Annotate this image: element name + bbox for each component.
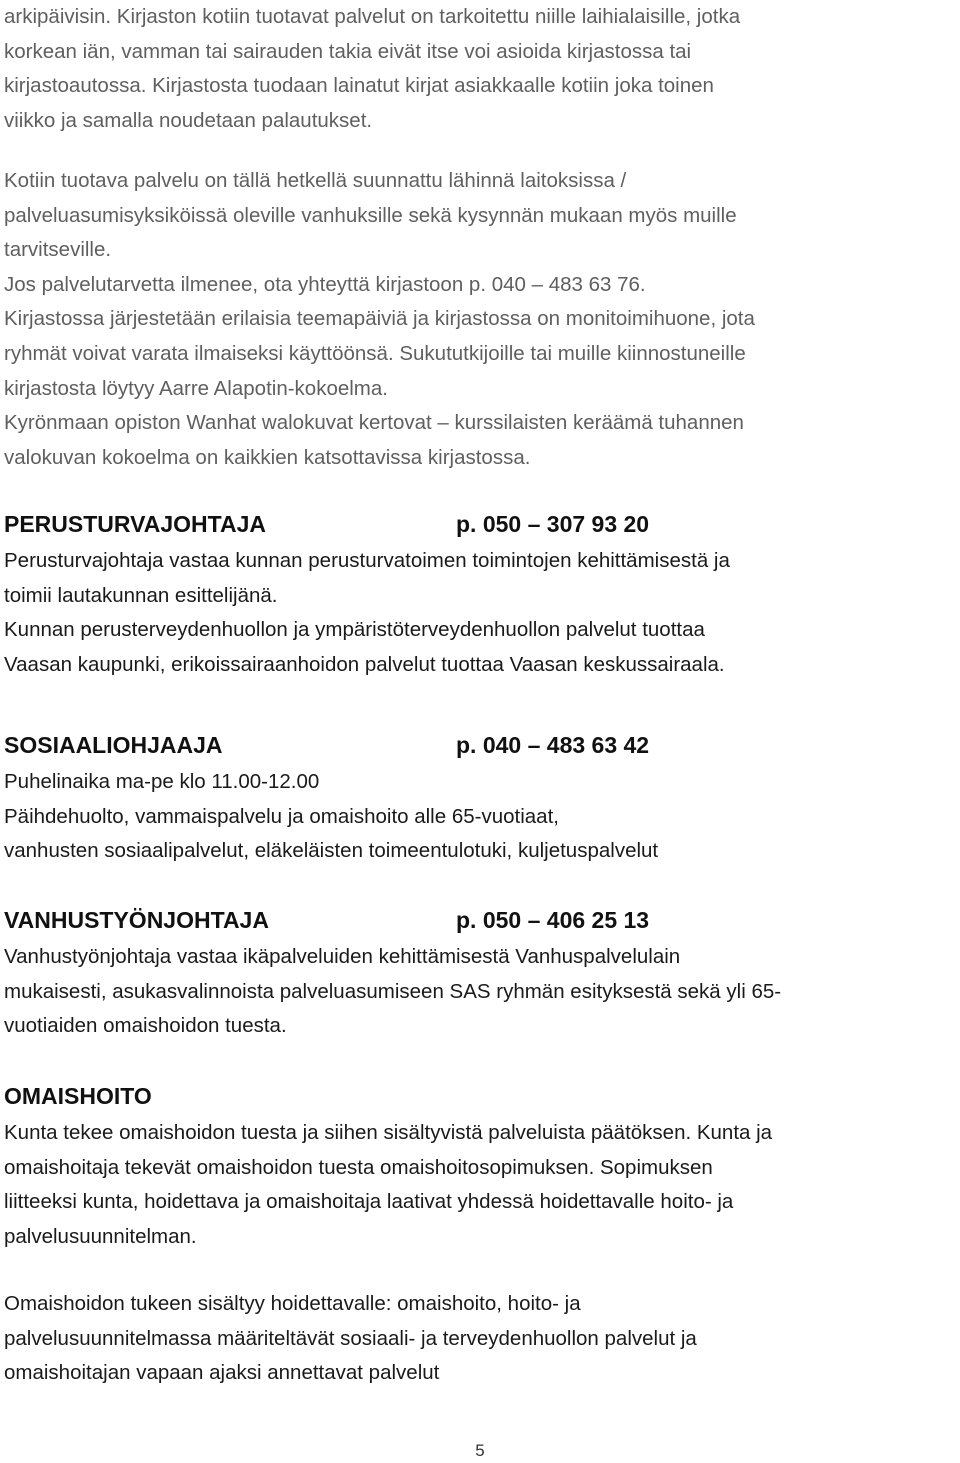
text-line: mukaisesti, asukasvalinnoista palveluasumiseen SAS ryhmän esityksestä sekä yli 65- (4, 979, 782, 1003)
text-line: arkipäivisin. Kirjaston kotiin tuotavat palvelut on tarkoitettu niille laihialaisille, jotka (4, 5, 741, 28)
section-heading (4, 900, 956, 940)
library-paragraph (4, 0, 956, 138)
text-line: Kotiin tuotava palvelu on tällä hetkellä suunnattu lähinnä laitoksissa / (4, 169, 627, 192)
text-line: Vanhustyönjohtaja vastaa ikäpalveluiden kehittämisestä Vanhuspalvelulain (4, 945, 681, 968)
section-perusturvajohtaja (4, 504, 956, 682)
text-line: omaishoitaja tekevät omaishoidon tuesta omaishoitosopimuksen. Sopimuksen (4, 1155, 713, 1179)
text-line: tarvitseville. (4, 238, 112, 262)
section-heading (4, 504, 956, 544)
text-line: Päihdehuolto, vammaispalvelu ja omaishoito alle 65-vuotiaat, (4, 804, 559, 828)
section-heading (4, 1076, 956, 1116)
text-line: Kirjastossa järjestetään erilaisia teemapäiviä ja kirjastossa on monitoimihuone, jota (4, 307, 755, 331)
text-line: korkean iän, vamman tai sairauden takia eivät itse voi asioida kirjastossa tai (4, 39, 692, 63)
text-line: liitteeksi kunta, hoidettava ja omaishoitaja laativat yhdessä hoidettavalle hoito- ja (4, 1190, 734, 1214)
section-phone: p. 050 – 307 93 20 (456, 511, 650, 537)
text-line: ryhmät voivat varata ilmaiseksi käyttöönsä. Sukututkijoille tai muille kiinnostuneille (4, 341, 746, 365)
text-line: omaishoitajan vapaan ajaksi annettavat palvelut (4, 1361, 440, 1385)
page-number: 5 (475, 1441, 485, 1460)
text-line: Jos palvelutarvetta ilmenee, ota yhteyttä kirjastoon p. 040 – 483 63 76. (4, 272, 646, 296)
section-phone: p. 050 – 406 25 13 (456, 907, 650, 933)
section-phone: p. 040 – 483 63 42 (456, 732, 650, 758)
section-title: VANHUSTYÖNJOHTAJA (4, 907, 269, 933)
text-line: Puhelinaika ma-pe klo 11.00-12.00 (4, 770, 320, 793)
text-line: Perusturvajohtaja vastaa kunnan perusturvatoimen toimintojen kehittämisestä ja (4, 549, 730, 572)
text-line: Kyrönmaan opiston Wanhat walokuvat kertovat – kurssilaisten keräämä tuhannen (4, 411, 744, 435)
text-line: palvelusuunnitelman. (4, 1224, 197, 1248)
text-line: vanhusten sosiaalipalvelut, eläkeläisten toimeentulotuki, kuljetuspalvelut (4, 839, 659, 863)
section-title: OMAISHOITO (4, 1083, 152, 1109)
text-line: valokuvan kokoelma on kaikkien katsottavissa kirjastossa. (4, 445, 531, 469)
text-line: palveluasumisyksiköissä oleville vanhuksille sekä kysynnän mukaan myös muille (4, 203, 737, 227)
text-line: kirjastosta löytyy Aarre Alapotin-kokoelma. (4, 376, 388, 400)
omaishoito-services-paragraph (4, 1287, 956, 1391)
section-sosiaaliohjaaja (4, 725, 956, 869)
text-line: palvelusuunnitelmassa määriteltävät sosiaali- ja terveydenhuollon palvelut ja (4, 1326, 697, 1350)
section-title: PERUSTURVAJOHTAJA (4, 511, 266, 537)
text-line: Vaasan kaupunki, erikoissairaanhoidon palvelut tuottaa Vaasan keskussairaala. (4, 652, 725, 676)
section-vanhustyonjohtaja (4, 900, 956, 1044)
text-line: Omaishoidon tukeen sisältyy hoidettavalle: omaishoito, hoito- ja (4, 1292, 581, 1315)
text-line: viikko ja samalla noudetaan palautukset. (4, 108, 373, 132)
library-info-paragraph (4, 164, 956, 475)
text-line: Kunta tekee omaishoidon tuesta ja siihen sisältyvistä palveluista päätöksen. Kunta ja (4, 1121, 773, 1144)
section-heading (4, 725, 956, 765)
section-omaishoito (4, 1076, 956, 1254)
text-line: Kunnan perusterveydenhuollon ja ympäristöterveydenhuollon palvelut tuottaa (4, 618, 705, 642)
text-line: toimii lautakunnan esittelijänä. (4, 583, 278, 607)
text-line: kirjastoautossa. Kirjastosta tuodaan lainatut kirjat asiakkaalle kotiin joka toinen (4, 74, 714, 98)
text-line: vuotiaiden omaishoidon tuesta. (4, 1014, 287, 1038)
section-title: SOSIAALIOHJAAJA (4, 732, 223, 758)
